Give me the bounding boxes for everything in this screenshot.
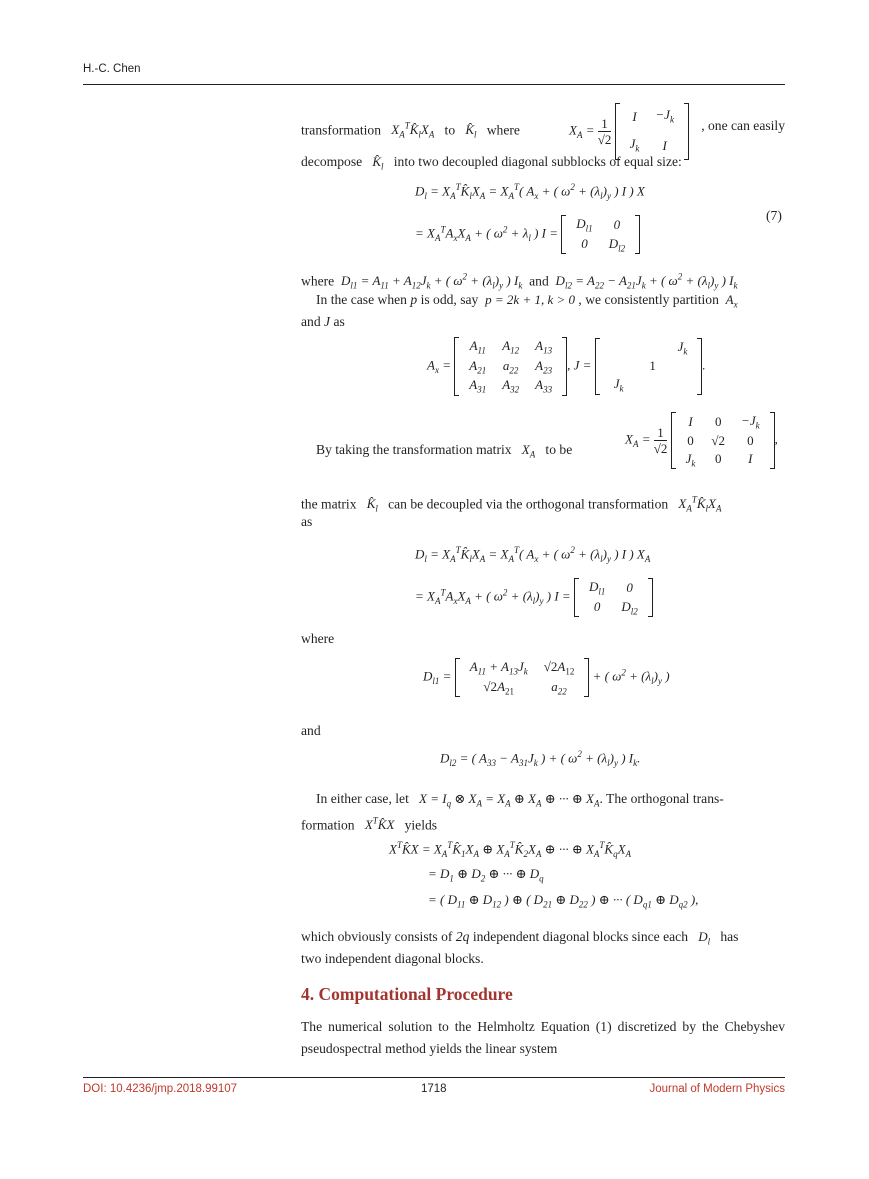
paragraph-p-odd-2 [301,311,785,333]
text-is-odd: is odd, say [420,292,479,307]
text-the-matrix: the matrix [301,496,357,512]
paragraph-1 [301,103,785,154]
eq-k-hat-2: $K̂_l$ [372,154,384,172]
eq-xt-k-x: $X^TK̂X$ [364,816,395,833]
paragraph-by-taking [316,439,572,466]
text-formation: formation [301,817,355,833]
equation-xtkx-line-3: = ( $D_{11}$ ⊕ $D_{12}$ ) ⊕ ( $D_{21}$ ⊕ $D_{22}$ ) ⊕ ··· ( $D_{q1}$ ⊕ $D_{q2}$ ), [428,892,699,910]
eq-dl: $D_l$ [698,929,711,947]
section-heading: 4. Computational Procedure [301,984,513,1004]
eq-ax: $A_x$ [725,292,738,310]
equation-dl2-odd: $D_{l2}$ = ( $A_{33} - A_{31}J_k$ ) + ( $\omega^2 + (\lambda_l)_y$ ) $I_k$. [440,749,641,768]
equation-ax-j: $A_x$ = $A_{11}$ $A_{12}$ $A_{13}$ $A_{21}$ $a_{22}$ $A_{23}$ $A_{31}$ $A_{32}$ $A_{33}$ , J = $J_k$ 1 $J_k$ . [427,338,706,395]
eq-xa-def-1: $X_A$ = $\frac{1}{√2}$ I $-J_k$ $J_k$ I [569,103,689,160]
paragraph-2 [301,151,785,178]
equation-dl-odd-line-2: = $X_A^TA_xX_A$ + ( $\omega^2 + (\lambda_l)_y$ ) I = $D_{l1}$ 0 0 $D_{l2}$ [415,578,653,617]
equation-dl1-odd: $D_{l1}$ = $A_{11} + A_{13}J_k$ $√2A_{12}$ $√2A_{21}$ $a_{22}$ + ( $\omega^2 + (\lambda_l)_y$ ) [423,659,670,697]
where-line-2 [301,628,785,650]
eq-k-hat: $K̂_l$ [465,122,477,140]
text-and-j: and [301,314,321,329]
equation-xtkx-line-2: = $D_1$ ⊕ $D_2$ ⊕ ··· ⊕ $D_q$ [428,866,544,884]
and-line-2 [301,720,785,742]
text-and-2: and [301,723,321,738]
equation-7-line-1: $D_l$ = $X_A^TK̂_lX_A = X_A^T$( $A_x$ + ( $\omega^2 + (\lambda_l)_y$ ) I ) X [415,182,645,201]
eq-xa-k-xa: $X_A^TK̂_lX_A$ [391,121,435,140]
text-where-1: where [301,273,335,289]
paragraph-numerical-solution: The numerical solution to the Helmholtz Equation (1) discretized by the Chebyshev pseudospectral method yields the linear system [301,1019,785,1056]
equation-xtkx-line-1: $X^TK̂X$ = $X_A^TK̂_1X_A$ ⊕ $X_A^TK̂_2X_A$ ⊕ ··· ⊕ $X_A^TK̂_qX_A$ [389,840,632,859]
text-as-1: as [333,314,345,329]
text-to: to [444,122,456,138]
text-orthogonal-transformation: can be decoupled via the orthogonal transformation [388,496,669,512]
text-has: has [720,929,739,944]
journal-link[interactable]: Journal of Modern Physics [649,1083,785,1095]
text-which-obviously: which obviously consists of [301,929,453,944]
text-in-the-case: In the case when [316,292,407,307]
text-as-2: as [301,514,313,529]
paragraph-either-case-2 [301,810,785,836]
var-2q: 2q [455,929,470,944]
text-orthogonal-trans: . The orthogonal trans- [599,791,724,806]
text-transformation: transformation [301,122,382,138]
text-where: where [486,122,520,138]
equation-number-7: (7) [766,208,782,223]
doi-link[interactable]: DOI: 10.4236/jmp.2018.99107 [83,1083,238,1095]
eq-dl1: $D_{l1} = A_{11} + A_{12}J_k$ + ( $\omega^2 + (\lambda_l)_y$ ) $I_k$ [341,272,523,291]
text-independent-blocks: independent diagonal blocks since each [472,929,688,944]
text-and-1: and [529,273,549,289]
text-partition: , we consistently partition [578,292,719,307]
var-p: p [410,292,418,307]
text-one-can-easily: , one can easily [701,118,785,133]
eq-dl2: $D_{l2} = A_{22} - A_{21}J_k$ + ( $\omega^2 + (\lambda_l)_y$ ) $I_k$ [555,272,738,291]
eq-x-kron: $X = I_q$ ⊗ $X_A = X_A$ ⊕ $X_A$ ⊕ ··· ⊕ $X_A$ [419,791,600,809]
eq-k-hat-3: $K̂_l$ [366,496,378,514]
paragraph-which-obviously-2 [301,948,785,970]
text-decompose: decompose [301,154,363,169]
eq-p-2k1: p = 2k + 1, k > 0 [485,292,576,307]
eq-xa-k-xa-2: $X_A^TK̂_lX_A$ [678,495,722,514]
equation-7-line-2: = $X_A^TA_xX_A$ + ( $\omega^2 + \lambda_l$ ) I = $D_{l1}$ 0 0 $D_{l2}$ [415,215,640,254]
header-rule [83,84,785,85]
equation-dl-odd-line-1: $D_l$ = $X_A^TK̂_lX_A = X_A^T$( $A_x$ + ( $\omega^2 + (\lambda_l)_y$ ) I ) $X_A$ [415,545,651,564]
footer-rule [83,1077,785,1078]
eq-xa-2: $X_A$ [521,442,536,460]
text-by-taking: By taking the transformation matrix [316,442,512,457]
page-number: 1718 [421,1083,447,1095]
text-where-2: where [301,631,335,646]
paragraph-as [301,511,785,533]
var-j: J [324,314,331,329]
text-in-either-case: In either case, let [316,791,409,806]
text-decoupled-subblocks: into two decoupled diagonal subblocks of equal size: [393,154,682,169]
text-to-be: to be [545,442,573,457]
text-two-independent: two independent diagonal blocks. [301,951,484,966]
eq-xa-def-2: $X_A$ = $\frac{1}{√2}$ I 0 $-J_k$ 0 √2 0 $J_k$ 0 I , [625,413,778,469]
running-head: H.-C. Chen [83,63,141,75]
text-yields: yields [404,817,438,833]
